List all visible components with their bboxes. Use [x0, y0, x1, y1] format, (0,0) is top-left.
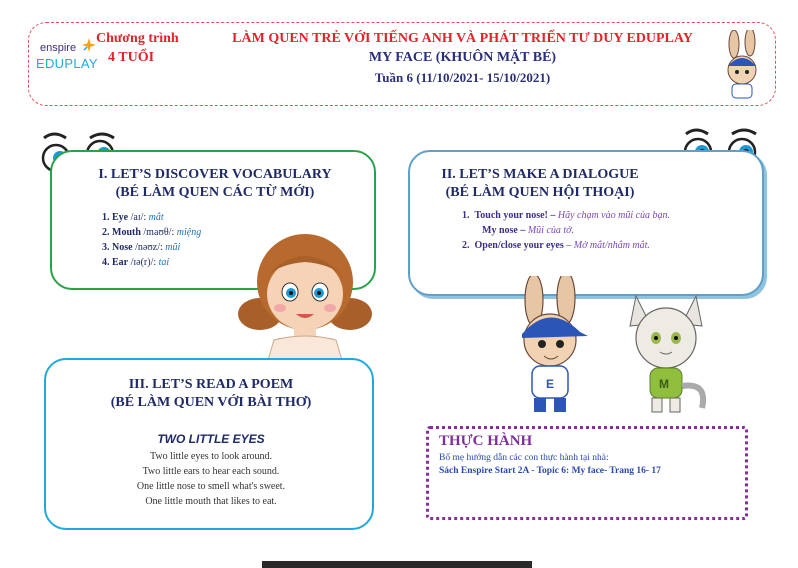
list-item: 2. Mouth /maʊθ/: miệng [102, 227, 202, 238]
vocabulary-heading-en: I. LET’S DISCOVER VOCABULARY [98, 167, 332, 182]
poem-title: TWO LITTLE EYES [157, 432, 265, 446]
list-item: 3. Nose /nəʊz/: mũi [102, 242, 181, 253]
dialogue-heading-vi: (BÉ LÀM QUEN HỘI THOẠI) [445, 185, 635, 200]
list-item: 2. Open/close your eyes – Mở mắt/nhắm mắt. [462, 240, 650, 251]
logo-text-bottom: EDUPLAY [36, 56, 98, 71]
list-item: 1. Touch your nose! – Hãy chạm vào mũi của bạn. [462, 210, 671, 221]
rabbit-mascot [496, 276, 606, 416]
program-label: Chương trình [96, 31, 179, 46]
list-item: 1. Eye /aɪ/: mắt [102, 212, 164, 223]
bottom-edge-bar [262, 561, 532, 568]
cat-mascot [616, 286, 716, 416]
girl-illustration [230, 218, 380, 360]
vocabulary-heading [52, 166, 378, 202]
practice-instruction: Bố mẹ hướng dẫn các con thực hành tại nhà: [439, 453, 609, 463]
list-item: My nose – Mũi của tớ. [482, 225, 575, 236]
svg-text:E: E [546, 377, 555, 391]
page-subtitle: MY FACE (KHUÔN MẶT BÉ) [368, 50, 557, 65]
practice-panel [426, 426, 748, 520]
age-label: 4 TUỔI [108, 50, 155, 65]
poem-heading-vi: (BÉ LÀM QUEN VỚI BÀI THƠ) [110, 395, 312, 410]
svg-text:M: M [659, 377, 669, 391]
logo-text-top: enspire [40, 42, 77, 54]
poem-heading-en: III. LET’S READ A POEM [128, 377, 294, 392]
poem-line: Two little ears to hear each sound. [142, 466, 280, 477]
vocabulary-list [102, 210, 201, 270]
poem-line: One little nose to smell what's sweet. [136, 481, 286, 492]
poem-body [46, 449, 376, 509]
dialogue-heading-en: II. LET’S MAKE A DIALOGUE [441, 167, 639, 182]
poem-line: Two little eyes to look around. [149, 451, 273, 462]
poem-panel [44, 358, 374, 530]
dialogue-heading [420, 166, 660, 202]
practice-title: THỰC HÀNH [439, 433, 533, 449]
list-item: 4. Ear /ɪə(r)/: tai [102, 257, 170, 268]
page-title: LÀM QUEN TRẺ VỚI TIẾNG ANH VÀ PHÁT TRIỂN TƯ DUY EDUPLAY [232, 31, 693, 46]
practice-book-reference: Sách Enspire Start 2A - Topic 6: My face- Trang 16- 17 [439, 466, 661, 476]
star-icon [82, 38, 96, 52]
week-label: Tuần 6 (11/10/2021- 15/10/2021) [374, 70, 551, 85]
dialogue-list [462, 208, 670, 253]
poem-heading [46, 376, 376, 412]
rabbit-mascot-small [718, 30, 766, 102]
dialogue-panel [408, 150, 764, 296]
vocabulary-heading-vi: (BÉ LÀM QUEN CÁC TỪ MỚI) [115, 185, 315, 200]
poem-line: One little mouth that likes to eat. [145, 496, 277, 507]
